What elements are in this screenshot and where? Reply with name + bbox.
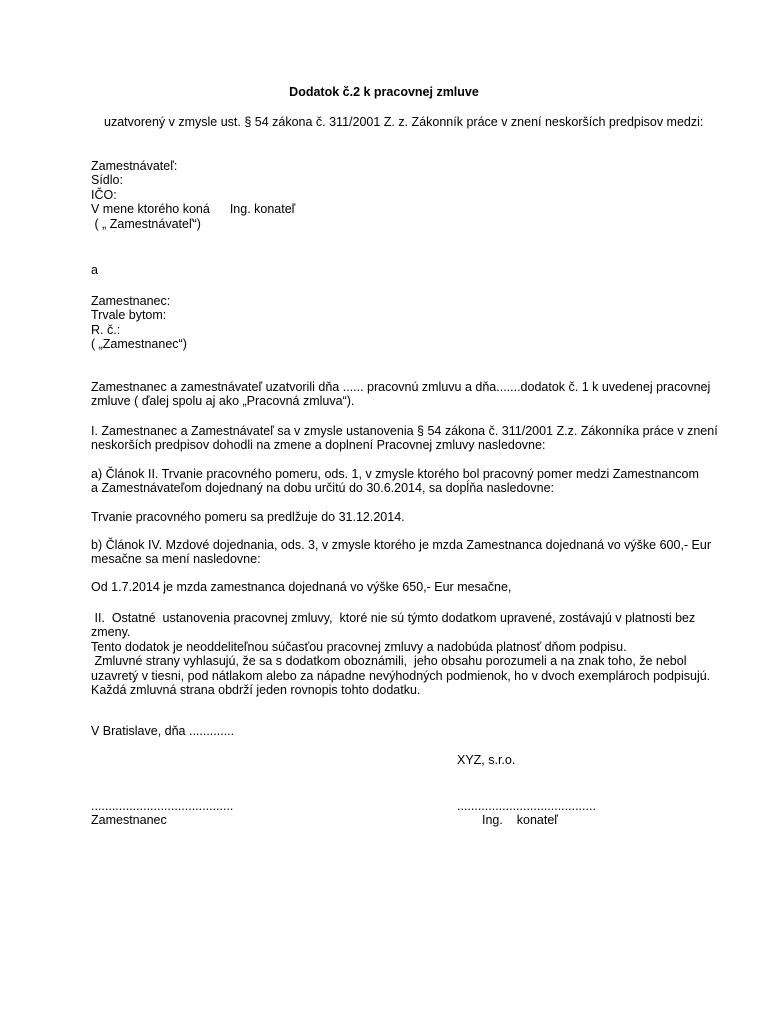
- paragraph-6: Od 1.7.2014 je mzda zamestnanca dojednaná vo výške 650,- Eur mesačne,: [91, 580, 512, 594]
- employee-label: Zamestnanec:: [91, 294, 171, 308]
- paragraph-3-line-1: a) Článok II. Trvanie pracovného pomeru, ods. 1, v zmysle ktorého bol pracovný pomer medzi Zamestnancom: [91, 467, 699, 481]
- employer-alias: ( „ Zamestnávateľ“): [91, 216, 201, 231]
- paragraph-1: [91, 380, 711, 409]
- paragraph-7: [91, 611, 711, 698]
- paragraph-7-line-3: Tento dodatok je neoddeliteľnou súčasťou pracovnej zmluvy a nadobúda platnosť dňom podpisu.: [91, 639, 627, 654]
- paragraph-3-line-2: a Zamestnávateľom dojednaný na dobu určitú do 30.6.2014, sa dopĺňa nasledovne:: [91, 481, 555, 496]
- signature-line-left: .........................................: [91, 799, 234, 813]
- represented-by-label: V mene ktorého koná: [91, 202, 210, 217]
- paragraph-7-line-1: II. Ostatné ustanovenia pracovnej zmluvy, ktoré nie sú týmto dodatkom upravené, zostávajú v platnosti bez: [91, 611, 696, 625]
- paragraph-5: [91, 538, 712, 567]
- signature-name-left: Zamestnanec: [91, 813, 167, 827]
- paragraph-7-line-5: uzavretý v tiesni, pod nátlakom alebo za nápadne nevýhodných podmienok, ho v dvoch exemplároch podpisujú.: [91, 668, 711, 683]
- employer-seat: Sídlo:: [91, 173, 123, 188]
- intro-text: uzatvorený v zmysle ust. § 54 zákona č. 311/2001 Z. z. Zákonník práce v znení neskorších predpisov medzi:: [104, 115, 704, 129]
- document-title: Dodatok č.2 k pracovnej zmluve: [289, 85, 479, 99]
- paragraph-1-line-2: zmluve ( ďalej spolu aj ako „Pracovná zmluva“).: [91, 394, 355, 409]
- place-date: V Bratislave, dňa .............: [91, 724, 235, 738]
- paragraph-5-line-2: mesačne sa mení nasledovne:: [91, 552, 261, 567]
- employee-address: Trvale bytom:: [91, 308, 167, 323]
- employee-block: [91, 294, 691, 352]
- signature-line-right: ........................................: [457, 799, 596, 813]
- paragraph-7-line-4: Zmluvné strany vyhlasujú, že sa s dodatkom oboznámili, jeho obsahu porozumeli a na znak toho, že nebol: [91, 654, 687, 669]
- signature-name-right: Ing. konateľ: [482, 813, 558, 827]
- employee-alias: ( „Zamestnanec“): [91, 337, 187, 352]
- paragraph-4: Trvanie pracovného pomeru sa predlžuje do 31.12.2014.: [91, 510, 405, 524]
- paragraph-2-line-2: neskorších predpisov dohodli na zmene a doplnení Pracovnej zmluvy nasledovne:: [91, 438, 546, 453]
- employee-birth-no: R. č.:: [91, 322, 121, 337]
- employer-block: [91, 159, 691, 231]
- paragraph-7-line-2: zmeny.: [91, 625, 131, 640]
- paragraph-5-line-1: b) Článok IV. Mzdové dojednania, ods. 3, v zmysle ktorého je mzda Zamestnanca dojednaná vo výške 600,- Eur: [91, 538, 712, 552]
- paragraph-2-line-1: I. Zamestnanec a Zamestnávateľ sa v zmysle ustanovenia § 54 zákona č. 311/2001 Z.z. Zákonníka práce v znení: [91, 424, 718, 438]
- employer-ico: IČO:: [91, 187, 117, 202]
- paragraph-7-line-6: Každá zmluvná strana obdrží jeden rovnopis tohto dodatku.: [91, 683, 421, 698]
- paragraph-2: [91, 424, 718, 453]
- represented-name: Ing. konateľ: [229, 202, 296, 217]
- paragraph-3: [91, 467, 699, 496]
- employer-represented: [91, 202, 691, 216]
- company-name: XYZ, s.r.o.: [457, 753, 516, 767]
- paragraph-1-line-1: Zamestnanec a zamestnávateľ uzatvorili dňa ...... pracovnú zmluvu a dňa.......dodatok č. 1 k uvedenej pracovnej: [91, 380, 711, 394]
- and-word: a: [91, 263, 98, 277]
- employer-label: Zamestnávateľ:: [91, 159, 178, 173]
